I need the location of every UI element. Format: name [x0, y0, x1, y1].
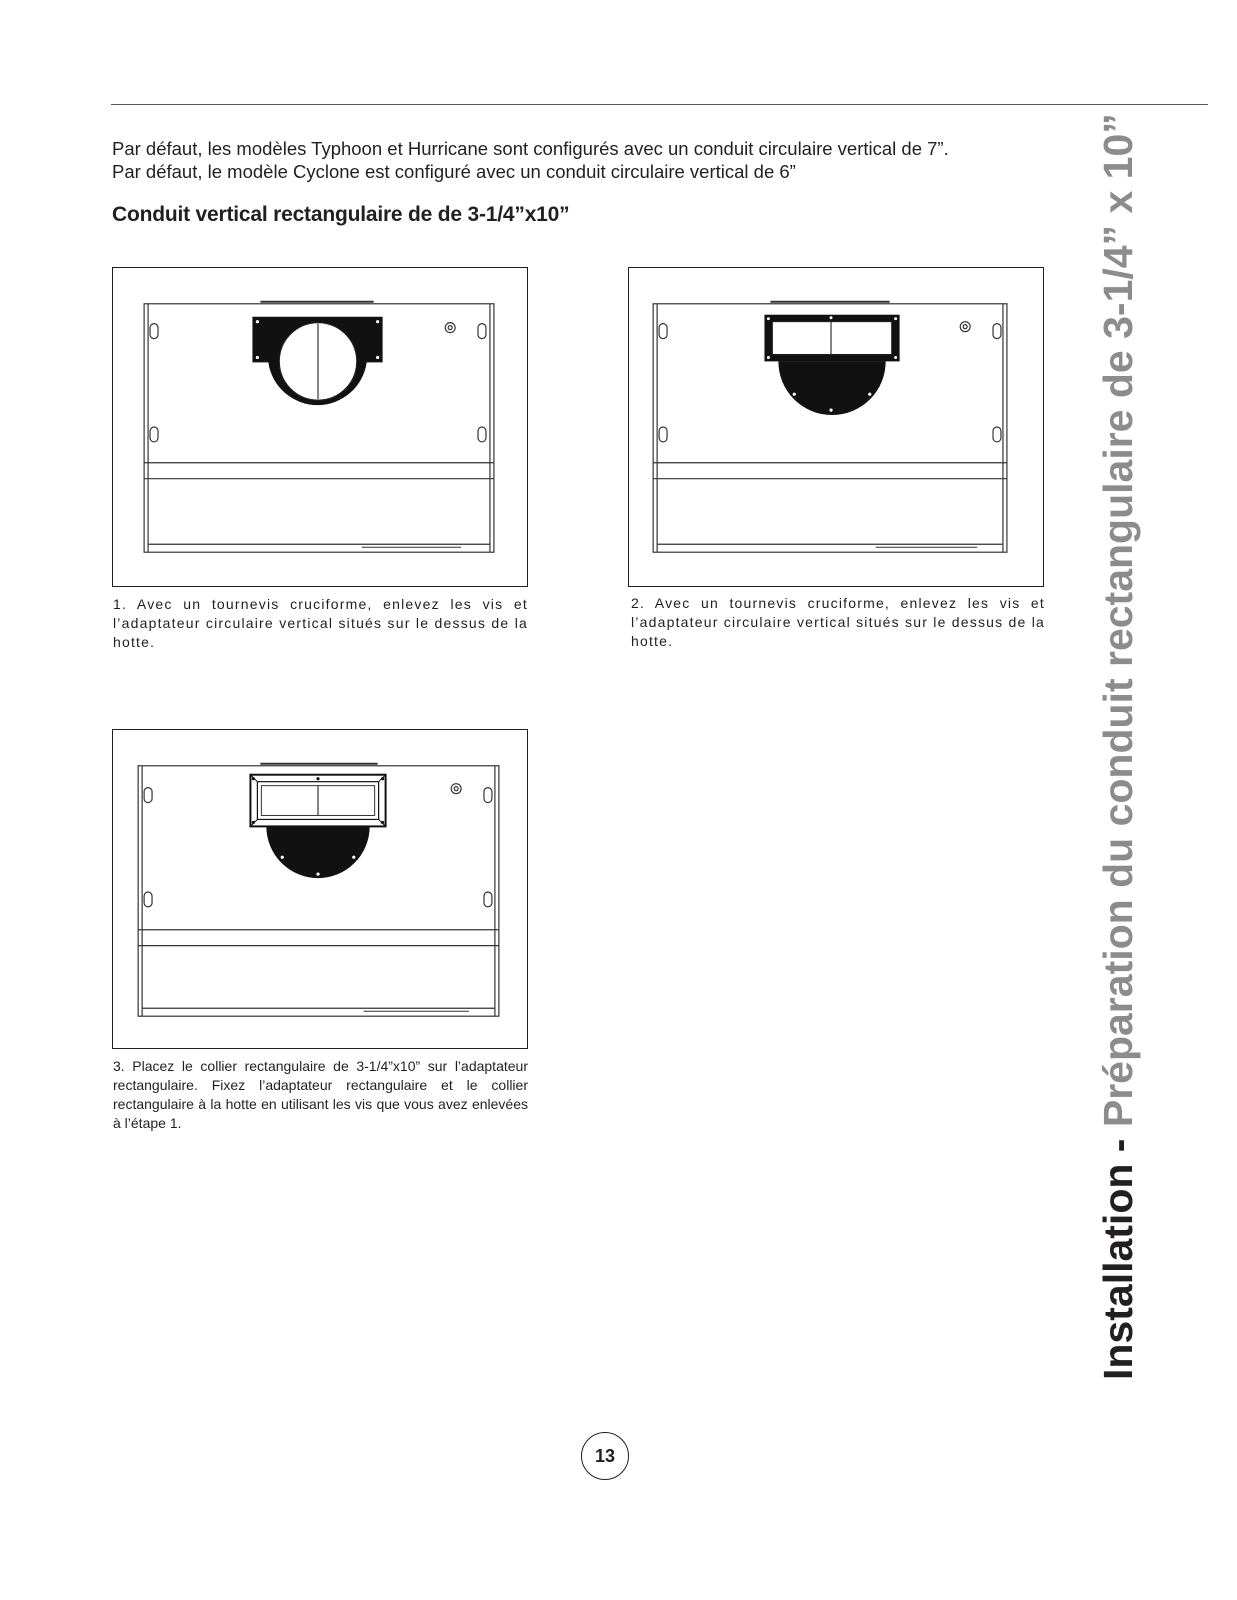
figure-step-2	[628, 267, 1044, 587]
page-number: 13	[581, 1432, 629, 1480]
intro-line-2: Par défaut, le modèle Cyclone est configuré avec un conduit circulaire vertical de 6”	[112, 161, 796, 182]
range-hood-rectangular-collar-illustration	[113, 730, 527, 1048]
section-heading: Conduit vertical rectangulaire de de 3-1/4”x10”	[112, 203, 570, 226]
side-title-subject: Préparation du conduit rectangulaire de 3-1/4” x 10”	[1095, 113, 1141, 1128]
figure-step-3	[112, 729, 528, 1049]
range-hood-circular-adapter-illustration	[113, 268, 527, 586]
step-3-caption	[113, 1057, 528, 1133]
figure-step-1	[112, 267, 528, 587]
header-rule	[111, 104, 1208, 105]
step-2-caption: 2. Avec un tournevis cruciforme, enlevez les vis et l’adaptateur circulaire vertical situés sur le dessus de la hotte.	[631, 595, 1045, 649]
side-section-title	[1093, 113, 1143, 1380]
intro-line-1: Par défaut, les modèles Typhoon et Hurricane sont configurés avec un conduit circulaire vertical de 7”.	[112, 138, 949, 159]
side-title-installation: Installation -	[1095, 1127, 1141, 1380]
step-1-caption: 1. Avec un tournevis cruciforme, enlevez les vis et l’adaptateur circulaire vertical situés sur le dessus de la hotte.	[113, 596, 528, 650]
intro-text	[112, 137, 1052, 183]
range-hood-rectangular-adapter-illustration	[629, 268, 1043, 586]
step-3-caption-text: 3. Placez le collier rectangulaire de 3-1/4”x10” sur l’adaptateur rectangulaire. Fixez l’adaptateur rectangulaire et le collier rectangulaire à la hotte en utilisant les vis que vous avez enlevées à l’étape 1.	[113, 1058, 528, 1131]
